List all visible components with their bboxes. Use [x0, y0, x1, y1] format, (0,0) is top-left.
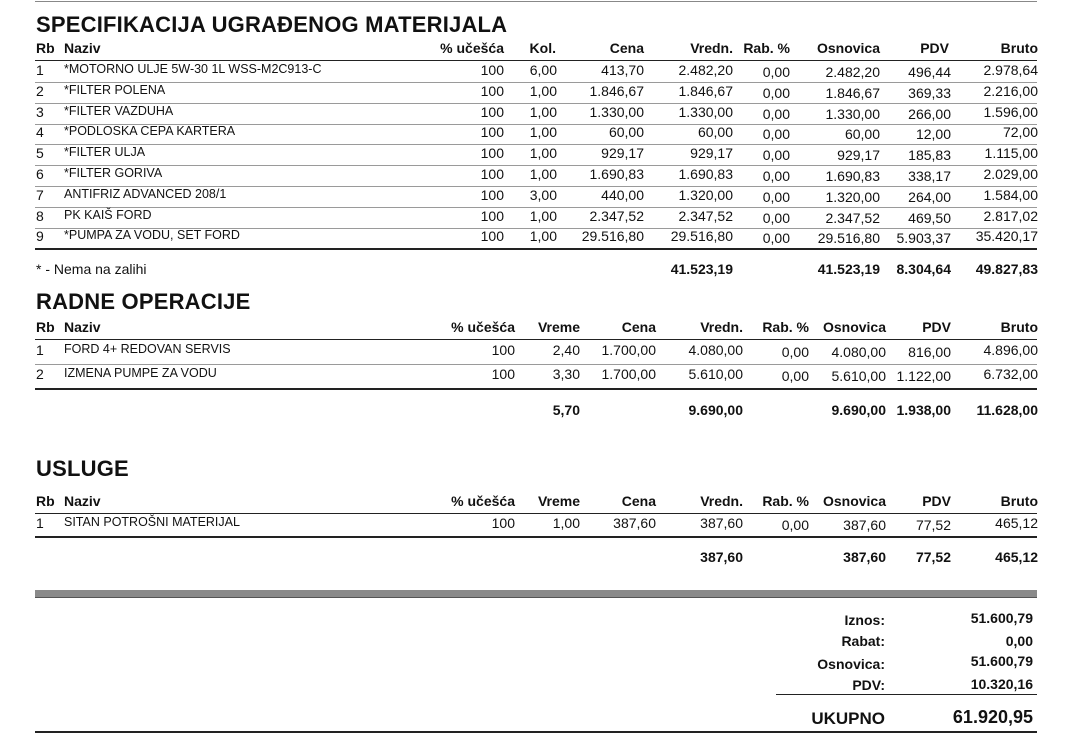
- ukupno-label: UKUPNO: [811, 709, 885, 728]
- cell-vredn: 1.320,00: [678, 186, 733, 203]
- table-row: [0, 62, 1080, 82]
- cell-rb: 4: [36, 124, 44, 141]
- materials-total-pdv: 8.304,64: [896, 261, 951, 277]
- cell-osnovica: 2.347,52: [825, 209, 880, 226]
- cell-cena: 387,60: [613, 515, 656, 531]
- cell-pdv: 469,50: [908, 209, 951, 226]
- cell-pdv: 266,00: [908, 105, 951, 122]
- cell-vredn: 4.080,00: [688, 342, 743, 358]
- cell-naziv: *FILTER POLENA: [64, 82, 166, 97]
- cell-rb: 5: [36, 145, 44, 162]
- iznos-value: 51.600,79: [970, 610, 1033, 626]
- ukupno-value: 61.920,95: [952, 707, 1033, 727]
- cell-rb: 2: [36, 82, 44, 99]
- col-cena: Cena: [621, 493, 656, 509]
- cell-vredn: 929,17: [690, 145, 733, 162]
- materials-total-osnovica: 41.523,19: [817, 261, 880, 277]
- col-vredn: Vredn.: [700, 493, 743, 509]
- col-pdv: PDV: [920, 40, 949, 56]
- cell-ucesca: 100: [491, 366, 515, 382]
- col-vreme: Vreme: [537, 493, 580, 509]
- cell-rab: 0,00: [781, 344, 809, 360]
- top-rule: [35, 1, 1037, 2]
- table-row: [0, 366, 1080, 386]
- col-vredn: Vredn.: [700, 319, 743, 335]
- cell-rb: 1: [36, 62, 44, 78]
- cell-vredn: 1.690,83: [678, 166, 733, 182]
- cell-ucesca: 100: [480, 207, 504, 224]
- cell-vredn: 2.482,20: [678, 62, 733, 78]
- cell-kol: 1,00: [529, 228, 557, 245]
- cell-pdv: 496,44: [908, 64, 951, 80]
- cell-naziv: *FILTER VAZDUHA: [64, 103, 174, 118]
- cell-rab: 0,00: [762, 105, 790, 122]
- cell-rab: 0,00: [762, 168, 790, 184]
- col-ucesca: % učešća: [451, 319, 515, 335]
- col-naziv: Naziv: [64, 40, 101, 56]
- cell-vredn: 387,60: [700, 515, 743, 531]
- services-totals-row: [0, 549, 1080, 569]
- cell-osnovica: 1.320,00: [825, 188, 880, 205]
- cell-rb: 1: [36, 342, 44, 358]
- osnovica-value: 51.600,79: [970, 653, 1033, 669]
- cell-naziv: *FILTER ULJA: [64, 145, 146, 160]
- cell-ucesca: 100: [480, 103, 504, 120]
- col-rb: Rb: [36, 493, 55, 509]
- cell-bruto: 2.216,00: [983, 82, 1038, 99]
- cell-pdv: 816,00: [908, 344, 951, 360]
- cell-cena: 440,00: [601, 186, 644, 203]
- cell-naziv: *PUMPA ZA VODU, SET FORD: [64, 228, 240, 243]
- cell-ucesca: 100: [480, 186, 504, 203]
- cell-kol: 1,00: [529, 82, 557, 99]
- cell-naziv: ANTIFRIZ ADVANCED 208/1: [64, 186, 227, 201]
- table-row: [0, 515, 1080, 535]
- cell-rb: 1: [36, 515, 44, 531]
- cell-pdv: 1.122,00: [896, 368, 951, 384]
- col-bruto: Bruto: [1000, 493, 1038, 509]
- table-row: [0, 145, 1080, 165]
- services-total-vredn: 387,60: [700, 549, 743, 565]
- cell-vreme: 3,30: [552, 366, 580, 382]
- cell-ucesca: 100: [480, 62, 504, 78]
- services-total-bruto: 465,12: [995, 549, 1038, 565]
- stock-note: * - Nema na zalihi: [36, 261, 147, 277]
- table-row: [0, 104, 1080, 124]
- services-header-row: [0, 493, 1080, 513]
- cell-naziv: IZMENA PUMPE ZA VODU: [64, 366, 217, 380]
- cell-naziv: *MOTORNO ULJE 5W-30 1L WSS-M2C913-C: [64, 62, 322, 76]
- table-row: [0, 166, 1080, 186]
- cell-cena: 2.347,52: [589, 207, 644, 224]
- cell-osnovica: 1.690,83: [825, 168, 880, 184]
- cell-osnovica: 29.516,80: [817, 230, 880, 247]
- cell-vredn: 60,00: [697, 124, 733, 141]
- cell-rab: 0,00: [762, 147, 790, 164]
- col-vredn: Vredn.: [690, 40, 733, 56]
- cell-osnovica: 2.482,20: [825, 64, 880, 80]
- cell-cena: 929,17: [601, 145, 644, 162]
- col-kol: Kol.: [529, 40, 556, 56]
- col-cena: Cena: [621, 319, 656, 335]
- cell-naziv: *FILTER GORIVA: [64, 166, 163, 180]
- cell-rab: 0,00: [762, 209, 790, 226]
- operations-total-osnovica: 9.690,00: [831, 402, 886, 418]
- summary-divider-bar: [35, 590, 1037, 597]
- cell-bruto: 72,00: [1002, 124, 1038, 141]
- services-bottom-rule: [35, 536, 1037, 538]
- cell-naziv: FORD 4+ REDOVAN SERVIS: [64, 342, 231, 356]
- cell-cena: 1.846,67: [589, 82, 644, 99]
- cell-cena: 1.700,00: [601, 366, 656, 382]
- cell-bruto: 2.978,64: [983, 62, 1038, 78]
- cell-cena: 29.516,80: [581, 228, 644, 245]
- cell-bruto: 6.732,00: [983, 366, 1038, 382]
- cell-bruto: 1.115,00: [984, 145, 1038, 162]
- operations-total-bruto: 11.628,00: [976, 402, 1038, 418]
- cell-cena: 1.330,00: [589, 103, 644, 120]
- table-row: [0, 208, 1080, 228]
- col-rb: Rb: [36, 40, 55, 56]
- cell-bruto: 1.596,00: [983, 103, 1038, 120]
- cell-ucesca: 100: [491, 342, 515, 358]
- col-vreme: Vreme: [537, 319, 580, 335]
- services-header-rule: [35, 513, 1037, 514]
- col-osnovica: Osnovica: [822, 493, 886, 509]
- cell-cena: 1.700,00: [601, 342, 656, 358]
- cell-kol: 3,00: [529, 186, 557, 203]
- cell-kol: 1,00: [529, 124, 557, 141]
- cell-ucesca: 100: [480, 166, 504, 182]
- cell-vredn: 29.516,80: [670, 228, 733, 245]
- osnovica-label: Osnovica:: [817, 656, 885, 672]
- cell-cena: 1.690,83: [589, 166, 644, 182]
- col-pdv: PDV: [922, 493, 951, 509]
- cell-rab: 0,00: [762, 188, 790, 205]
- cell-rb: 6: [36, 166, 44, 182]
- bottom-rule: [35, 731, 1037, 733]
- col-rab: Rab. %: [743, 40, 790, 56]
- operations-total-vreme: 5,70: [552, 402, 580, 418]
- ukupno-rule: [776, 694, 1037, 695]
- col-bruto: Bruto: [1000, 40, 1038, 56]
- cell-rb: 9: [36, 228, 44, 245]
- cell-rab: 0,00: [762, 64, 790, 80]
- cell-osnovica: 1.330,00: [825, 105, 880, 122]
- cell-bruto: 465,12: [995, 515, 1038, 531]
- cell-bruto: 1.584,00: [983, 186, 1038, 203]
- cell-vreme: 1,00: [552, 515, 580, 531]
- cell-naziv: *PODLOSKA CEPA KARTERA: [64, 124, 236, 139]
- materials-totals-row: [0, 261, 1080, 281]
- cell-ucesca: 100: [480, 145, 504, 162]
- col-pdv: PDV: [922, 319, 951, 335]
- services-title: USLUGE: [36, 456, 129, 481]
- cell-vredn: 1.846,67: [678, 82, 733, 99]
- cell-pdv: 264,00: [908, 188, 951, 205]
- cell-vredn: 1.330,00: [678, 103, 733, 120]
- cell-ucesca: 100: [480, 124, 504, 141]
- cell-bruto: 4.896,00: [983, 342, 1038, 358]
- cell-rab: 0,00: [762, 126, 790, 143]
- cell-rb: 3: [36, 103, 44, 120]
- summary-divider-rule: [35, 597, 1037, 598]
- rabat-value: 0,00: [1005, 633, 1033, 649]
- cell-pdv: 369,33: [908, 84, 951, 101]
- materials-total-bruto: 49.827,83: [975, 261, 1038, 277]
- col-ucesca: % učešća: [440, 40, 504, 56]
- cell-pdv: 77,52: [915, 517, 951, 533]
- table-row: [0, 83, 1080, 103]
- materials-total-vredn: 41.523,19: [670, 261, 733, 277]
- cell-bruto: 2.817,02: [983, 207, 1038, 224]
- cell-ucesca: 100: [480, 82, 504, 99]
- cell-naziv: SITAN POTROŠNI MATERIJAL: [64, 515, 240, 529]
- pdv-value: 10.320,16: [970, 676, 1033, 692]
- cell-vredn: 2.347,52: [678, 207, 733, 224]
- cell-rab: 0,00: [781, 368, 809, 384]
- cell-pdv: 338,17: [908, 168, 951, 184]
- col-bruto: Bruto: [1000, 319, 1038, 335]
- operations-header-rule: [35, 339, 1037, 340]
- operations-totals-row: [0, 402, 1080, 422]
- cell-bruto: 2.029,00: [983, 166, 1038, 182]
- col-osnovica: Osnovica: [816, 40, 880, 56]
- cell-rab: 0,00: [762, 230, 790, 247]
- row-separator: [35, 364, 1037, 365]
- col-cena: Cena: [609, 40, 644, 56]
- materials-header-rule: [35, 60, 1037, 61]
- materials-bottom-rule: [35, 248, 1037, 250]
- cell-osnovica: 5.610,00: [831, 368, 886, 384]
- col-naziv: Naziv: [64, 319, 101, 335]
- materials-header-row: [0, 40, 1080, 60]
- materials-title: SPECIFIKACIJA UGRAĐENOG MATERIJALA: [36, 12, 508, 37]
- col-ucesca: % učešća: [451, 493, 515, 509]
- cell-pdv: 185,83: [908, 147, 951, 164]
- col-naziv: Naziv: [64, 493, 101, 509]
- cell-kol: 6,00: [529, 62, 557, 78]
- cell-osnovica: 929,17: [837, 147, 880, 164]
- table-row: [0, 124, 1080, 144]
- cell-pdv: 5.903,37: [896, 230, 951, 247]
- pdv-label: PDV:: [852, 677, 885, 693]
- cell-kol: 1,00: [529, 103, 557, 120]
- cell-rb: 2: [36, 366, 44, 382]
- cell-cena: 413,70: [601, 62, 644, 78]
- cell-naziv: PK KAIŠ FORD: [64, 207, 152, 222]
- cell-rab: 0,00: [781, 517, 809, 533]
- table-row: [0, 187, 1080, 207]
- cell-osnovica: 387,60: [843, 517, 886, 533]
- operations-title: RADNE OPERACIJE: [36, 289, 251, 314]
- cell-osnovica: 60,00: [844, 126, 880, 143]
- cell-vredn: 5.610,00: [688, 366, 743, 382]
- operations-bottom-rule: [35, 388, 1037, 390]
- cell-pdv: 12,00: [915, 126, 951, 143]
- col-osnovica: Osnovica: [822, 319, 886, 335]
- cell-osnovica: 1.846,67: [825, 84, 880, 101]
- operations-total-pdv: 1.938,00: [896, 402, 951, 418]
- cell-rb: 7: [36, 186, 44, 203]
- services-total-pdv: 77,52: [915, 549, 951, 565]
- cell-cena: 60,00: [608, 124, 644, 141]
- col-rab: Rab. %: [762, 493, 809, 509]
- iznos-label: Iznos:: [844, 612, 885, 628]
- rabat-label: Rabat:: [841, 633, 885, 649]
- cell-kol: 1,00: [529, 145, 557, 162]
- cell-vreme: 2,40: [552, 342, 580, 358]
- cell-osnovica: 4.080,00: [831, 344, 886, 360]
- cell-ucesca: 100: [480, 228, 504, 245]
- col-rab: Rab. %: [762, 319, 809, 335]
- cell-ucesca: 100: [491, 515, 515, 531]
- services-total-osnovica: 387,60: [843, 549, 886, 565]
- col-rb: Rb: [36, 319, 55, 335]
- cell-kol: 1,00: [529, 166, 557, 182]
- operations-total-vredn: 9.690,00: [688, 402, 743, 418]
- cell-bruto: 35.420,17: [975, 228, 1038, 245]
- cell-rb: 8: [36, 207, 44, 224]
- cell-rab: 0,00: [762, 84, 790, 101]
- table-row: [0, 342, 1080, 362]
- table-row: [0, 228, 1080, 248]
- operations-header-row: [0, 319, 1080, 339]
- cell-kol: 1,00: [529, 207, 557, 224]
